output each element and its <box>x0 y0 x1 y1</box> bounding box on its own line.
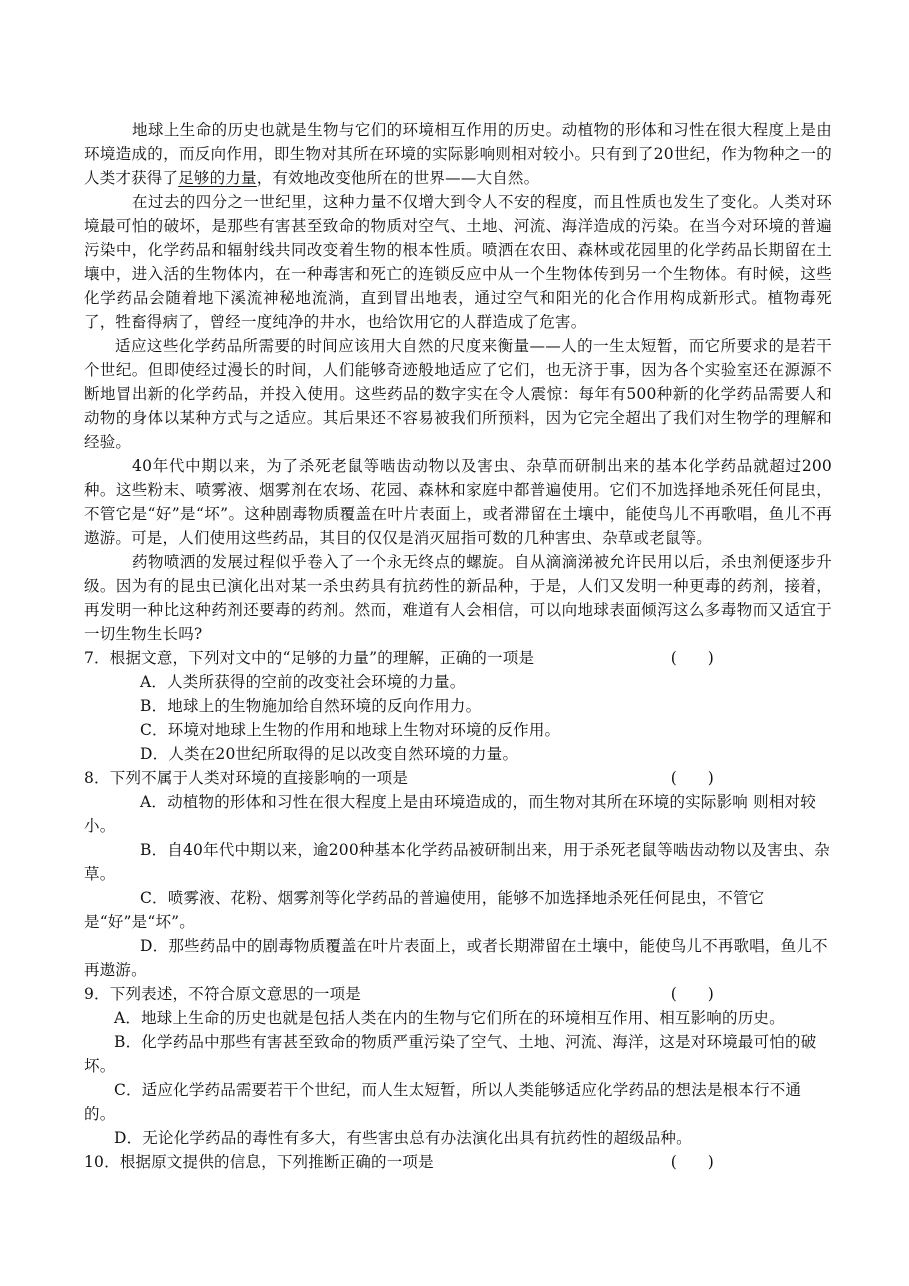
p1-text-before: 地球上生命的历史也就是生物与它们的环境相互作用的历史。动植物的形体和习性在很大程度上是由环境造成的，而反向作用，即生物对其所在环境的实际影响则相对较小。只有到了20世纪，作为物种之一的人类才获得了 <box>84 121 832 187</box>
answer-blank: ( ) <box>670 1153 714 1171</box>
question-8-option-c: C．喷雾液、花粉、烟雾剂等化学药品的普遍使用，能够不加选择地杀死任何昆虫，不管它是“好”是“坏”。 <box>84 889 765 931</box>
answer-blank: ( ) <box>670 985 714 1003</box>
answer-blank: ( ) <box>670 649 714 667</box>
question-9-option-b: B．化学药品中那些有害甚至致命的物质严重污染了空气、土地、河流、海洋，这是对环境最可怕的破坏。 <box>84 1033 817 1075</box>
question-7-text: 7．根据文意，下列对文中的“足够的力量”的理解，正确的一项是 <box>84 649 535 667</box>
question-7-option-c: C．环境对地球上生物的作用和地球上生物对环境的反作用。 <box>140 721 561 739</box>
question-8-stem <box>84 766 832 790</box>
question-7-option-d: D．人类在20世纪所取得的足以改变自然环境的力量。 <box>140 745 519 763</box>
question-8-option-d: D．那些药品中的剧毒物质覆盖在叶片表面上，或者长期滞留在土壤中，能使鸟儿不再歌唱，鱼儿不再遨游。 <box>84 937 828 979</box>
question-9-text: 9．下列表述，不符合原文意思的一项是 <box>84 985 361 1003</box>
passage-paragraph-3: 适应这些化学药品所需要的时间应该用大自然的尺度来衡量——人的一生太短暂，而它所要求的是若干个世纪。但即使经过漫长的时间，人们能够奇迹般地适应了它们，也无济于事，因为各个实验室还在源源不断地冒出新的化学药品，并投入使用。这些药品的数字实在令人震惊：每年有500种新的化学药品需要人和动物的身体以某种方式与之适应。其后果还不容易被我们所预料，因为它完全超出了我们对生物学的理解和经验。 <box>84 337 832 451</box>
question-9-option-c: C．适应化学药品需要若干个世纪，而人生太短暂，所以人类能够适应化学药品的想法是根本行不通的。 <box>84 1081 802 1123</box>
question-8-text: 8．下列不属于人类对环境的直接影响的一项是 <box>84 769 409 787</box>
document-page <box>84 118 832 1174</box>
question-7-option-b: B．地球上的生物施加给自然环境的反向作用力。 <box>140 697 482 715</box>
question-8-option-a: A．动植物的形体和习性在很大程度上是由环境造成的，而生物对其所在环境的实际影响 则相对较小。 <box>84 793 816 835</box>
passage-paragraph-1 <box>84 118 832 190</box>
underlined-phrase: 足够的力量 <box>178 169 257 187</box>
passage-paragraph-5: 药物喷洒的发展过程似乎卷入了一个永无终点的螺旋。自从滴滴涕被允许民用以后，杀虫剂便逐步升级。因为有的昆虫已演化出对某一杀虫药具有抗药性的新品种，于是，人们又发明一种更毒的药剂，接着，再发明一种比这种药剂还要毒的药剂。然而，难道有人会相信，可以向地球表面倾泻这么多毒物而又适宜于一切生物生长吗? <box>84 553 832 643</box>
question-9-option-a: A．地球上生命的历史也就是包括人类在内的生物与它们所在的环境相互作用、相互影响的历史。 <box>114 1009 785 1027</box>
question-10-text: 10．根据原文提供的信息，下列推断正确的一项是 <box>84 1153 434 1171</box>
passage-paragraph-2: 在过去的四分之一世纪里，这种力量不仅增大到令人不安的程度，而且性质也发生了变化。人类对环境最可怕的破坏，是那些有害甚至致命的物质对空气、土地、河流、海洋造成的污染。在当今对环境的普遍污染中，化学药品和辐射线共同改变着生物的根本性质。喷洒在农田、森林或花园里的化学药品长期留在土壤中，进入活的生物体内，在一种毒害和死亡的连锁反应中从一个生物体传到另一个生物体。有时候，这些化学药品会随着地下溪流神秘地流淌，直到冒出地表，通过空气和阳光的化合作用构成新形式。植物毒死了，牲畜得病了，曾经一度纯净的井水，也给饮用它的人群造成了危害。 <box>84 193 832 331</box>
answer-blank: ( ) <box>670 769 714 787</box>
question-8-option-b: B．自40年代中期以来，逾200种基本化学药品被研制出来，用于杀死老鼠等啮齿动物以及害虫、杂草。 <box>84 841 830 883</box>
question-9-stem <box>84 982 832 1006</box>
question-10-stem <box>84 1150 832 1174</box>
question-7-option-a: A．人类所获得的空前的改变社会环境的力量。 <box>140 673 466 691</box>
question-7-stem <box>84 646 832 670</box>
p1-text-after: ，有效地改变他所在的世界——大自然。 <box>256 169 540 187</box>
passage-paragraph-4: 40年代中期以来，为了杀死老鼠等啮齿动物以及害虫、杂草而研制出来的基本化学药品就超过200种。这些粉末、喷雾液、烟雾剂在农场、花园、森林和家庭中都普遍使用。它们不加选择地杀死任何昆虫，不管它是“好”是“坏”。这种剧毒物质覆盖在叶片表面上，或者滞留在土壤中，能使鸟儿不再歌唱，鱼儿不再遨游。可是，人们使用这些药品，其目的仅仅是消灭屈指可数的几种害虫、杂草或老鼠等。 <box>84 457 832 547</box>
question-9-option-d: D．无论化学药品的毒性有多大，有些害虫总有办法演化出具有抗药性的超级品种。 <box>114 1129 692 1147</box>
